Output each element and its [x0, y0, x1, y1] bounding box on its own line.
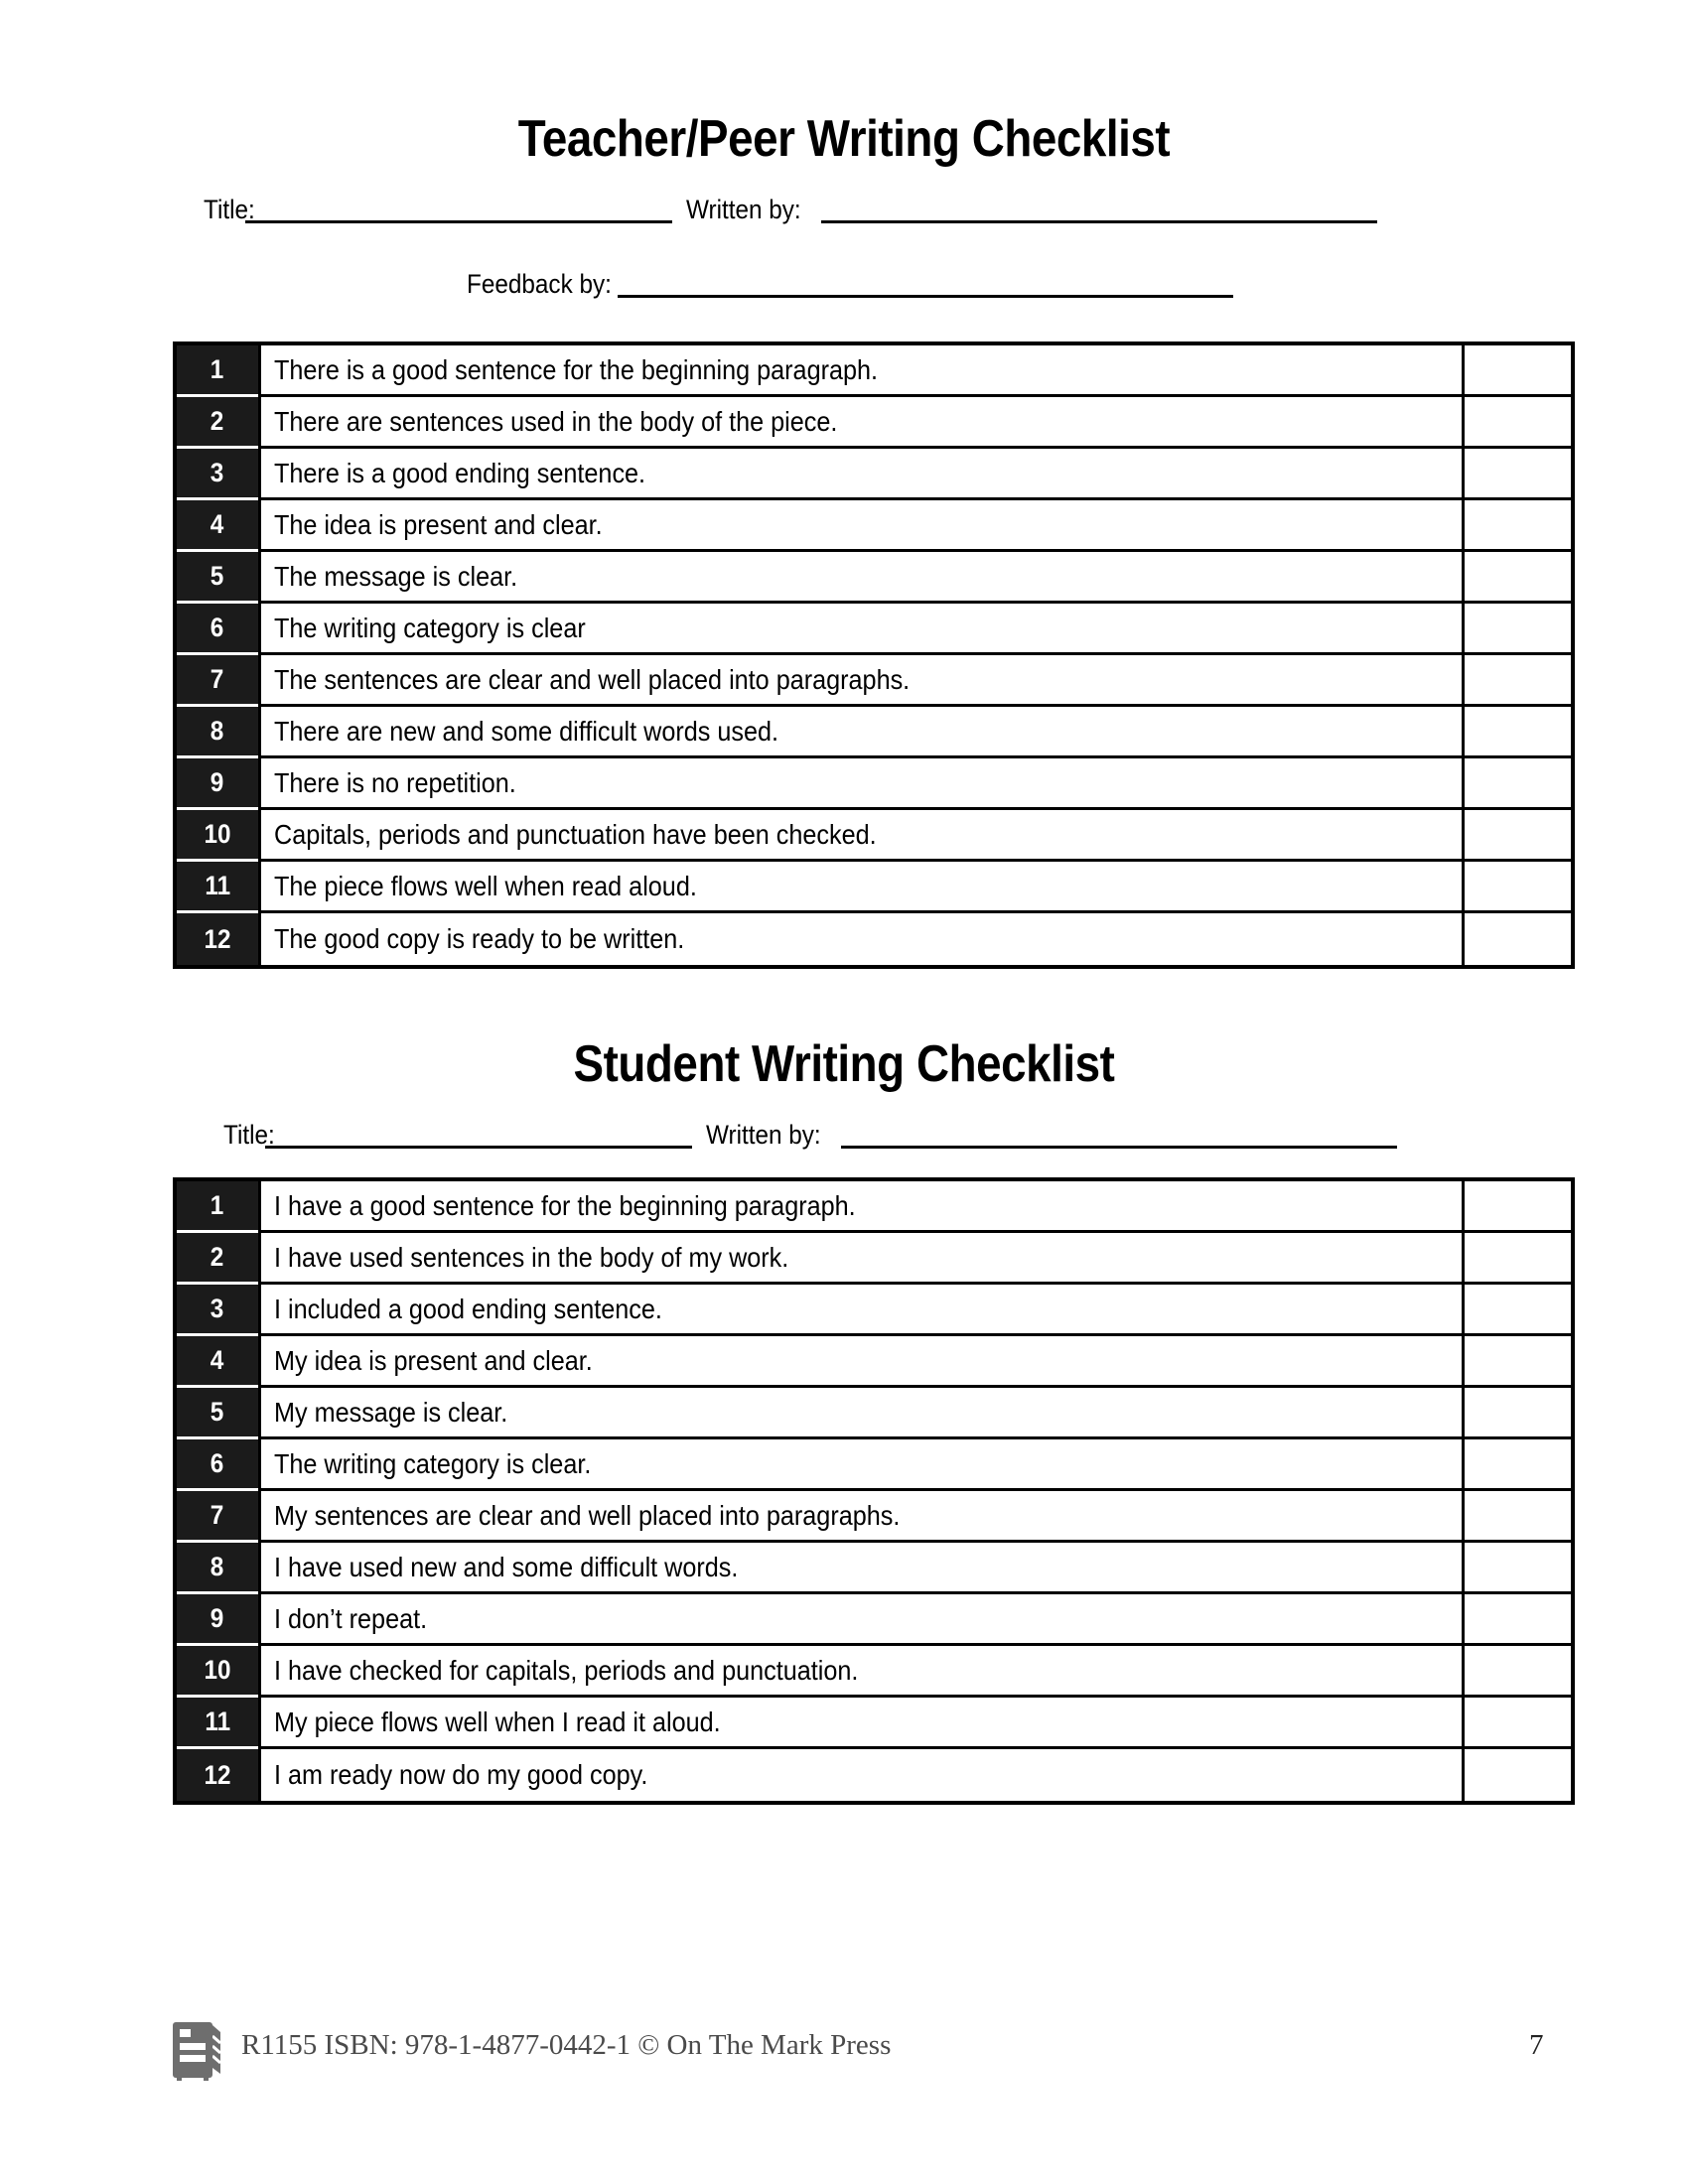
teacher-feedback-field-row: [467, 271, 1233, 300]
row-statement-cell: [258, 1749, 1462, 1801]
row-statement-cell: [258, 1336, 1462, 1385]
row-number-cell: [177, 1543, 258, 1594]
page-title-student-checklist: Student Writing Checklist: [573, 1035, 1115, 1093]
student-checklist-table: [173, 1177, 1575, 1805]
teacher-checklist-table: [173, 341, 1575, 969]
row-statement-label: There is a good sentence for the beginning paragraph.: [274, 353, 879, 385]
row-statement-cell: [258, 1181, 1462, 1230]
row-check-cell[interactable]: [1462, 552, 1571, 601]
row-check-cell[interactable]: [1462, 1439, 1571, 1488]
row-statement-cell: [258, 1233, 1462, 1282]
row-check-cell[interactable]: [1462, 913, 1571, 965]
row-number-cell: [177, 913, 258, 965]
student-title-author-field-row: [223, 1122, 1397, 1151]
title-field-input[interactable]: [245, 220, 672, 223]
table-row: [177, 449, 1571, 500]
table-row: [177, 1233, 1571, 1285]
row-statement-label: Capitals, periods and punctuation have been checked.: [274, 818, 877, 850]
row-statement-label: I have a good sentence for the beginning paragraph.: [274, 1189, 856, 1221]
table-row: [177, 1646, 1571, 1698]
row-statement-cell: [258, 604, 1462, 652]
row-check-cell[interactable]: [1462, 1543, 1571, 1591]
row-number-cell: [177, 1285, 258, 1336]
row-statement-label: I have used sentences in the body of my work.: [274, 1241, 789, 1273]
table-row: [177, 1388, 1571, 1439]
row-number-cell: [177, 1388, 258, 1439]
table-row: [177, 862, 1571, 913]
row-number-label: 5: [211, 1397, 224, 1427]
row-number-cell: [177, 1594, 258, 1646]
row-number-label: 5: [211, 561, 224, 591]
row-number-cell: [177, 1181, 258, 1233]
row-number-cell: [177, 1646, 258, 1698]
table-row: [177, 1594, 1571, 1646]
row-check-cell[interactable]: [1462, 1594, 1571, 1643]
row-check-cell[interactable]: [1462, 449, 1571, 497]
written-by-field-input[interactable]: [841, 1146, 1397, 1149]
row-check-cell[interactable]: [1462, 1285, 1571, 1333]
row-number-label: 6: [211, 1448, 224, 1478]
row-statement-label: My message is clear.: [274, 1396, 508, 1428]
table-row: [177, 1181, 1571, 1233]
row-statement-cell: [258, 449, 1462, 497]
row-statement-label: There are sentences used in the body of the piece.: [274, 405, 838, 437]
row-number-cell: [177, 1491, 258, 1543]
table-row: [177, 1336, 1571, 1388]
row-check-cell[interactable]: [1462, 1491, 1571, 1540]
table-row: [177, 1749, 1571, 1801]
written-by-field-label: Written by:: [705, 1120, 821, 1150]
row-number-cell: [177, 397, 258, 449]
row-number-cell: [177, 1698, 258, 1749]
row-number-label: 1: [211, 1190, 224, 1220]
row-statement-label: My idea is present and clear.: [274, 1344, 593, 1376]
title-field-input[interactable]: [265, 1146, 692, 1149]
row-number-label: 4: [211, 1345, 224, 1375]
row-check-cell[interactable]: [1462, 397, 1571, 446]
row-number-label: 12: [204, 1759, 231, 1790]
page-footer: [0, 2007, 1688, 2097]
row-number-label: 4: [211, 509, 224, 539]
table-row: [177, 1439, 1571, 1491]
row-check-cell[interactable]: [1462, 862, 1571, 910]
row-statement-cell: [258, 1285, 1462, 1333]
row-statement-label: I don’t repeat.: [274, 1602, 428, 1634]
row-statement-cell: [258, 1594, 1462, 1643]
row-number-label: 9: [211, 1603, 224, 1633]
row-number-cell: [177, 862, 258, 913]
page-number: 7: [1529, 2029, 1544, 2061]
row-statement-label: There is no repetition.: [274, 766, 516, 798]
row-number-label: 10: [204, 1655, 231, 1685]
title-field-label: Title:: [204, 195, 255, 224]
row-number-cell: [177, 345, 258, 397]
book-stack-icon: [169, 2019, 226, 2083]
row-statement-cell: [258, 655, 1462, 704]
table-row: [177, 1698, 1571, 1749]
row-number-cell: [177, 707, 258, 758]
row-number-cell: [177, 449, 258, 500]
row-number-cell: [177, 758, 258, 810]
row-number-label: 11: [205, 871, 230, 900]
row-number-label: 11: [205, 1706, 230, 1736]
feedback-by-field-input[interactable]: [618, 295, 1233, 298]
row-number-cell: [177, 604, 258, 655]
row-statement-label: There are new and some difficult words used.: [274, 715, 779, 747]
row-statement-cell: [258, 810, 1462, 859]
table-row: [177, 1491, 1571, 1543]
row-check-cell[interactable]: [1462, 707, 1571, 755]
row-statement-label: I have used new and some difficult words.: [274, 1551, 739, 1582]
row-number-cell: [177, 552, 258, 604]
table-row: [177, 604, 1571, 655]
copyright-credit: R1155 ISBN: 978-1-4877-0442-1 © On The Mark Press: [241, 2029, 892, 2061]
row-check-cell[interactable]: [1462, 604, 1571, 652]
feedback-by-field-label: Feedback by:: [467, 269, 612, 299]
row-check-cell[interactable]: [1462, 345, 1571, 394]
row-number-label: 3: [211, 458, 224, 487]
row-number-cell: [177, 810, 258, 862]
row-statement-label: I included a good ending sentence.: [274, 1293, 662, 1324]
table-row: [177, 655, 1571, 707]
row-statement-label: The writing category is clear.: [274, 1447, 592, 1479]
row-check-cell[interactable]: [1462, 1646, 1571, 1695]
row-statement-label: The idea is present and clear.: [274, 508, 603, 540]
row-check-cell[interactable]: [1462, 1336, 1571, 1385]
row-number-label: 10: [204, 819, 231, 849]
row-statement-cell: [258, 552, 1462, 601]
title-field-label: Title:: [223, 1120, 275, 1150]
table-row: [177, 758, 1571, 810]
row-number-label: 8: [211, 1552, 224, 1581]
row-statement-cell: [258, 345, 1462, 394]
row-check-cell[interactable]: [1462, 655, 1571, 704]
table-row: [177, 500, 1571, 552]
row-number-cell: [177, 1336, 258, 1388]
table-row: [177, 707, 1571, 758]
row-statement-label: My sentences are clear and well placed into paragraphs.: [274, 1499, 901, 1531]
table-row: [177, 397, 1571, 449]
row-number-label: 12: [204, 923, 231, 954]
row-number-label: 7: [211, 664, 224, 694]
row-statement-label: I have checked for capitals, periods and punctuation.: [274, 1654, 859, 1686]
row-number-cell: [177, 1233, 258, 1285]
row-statement-cell: [258, 707, 1462, 755]
row-number-label: 3: [211, 1294, 224, 1323]
row-number-cell: [177, 655, 258, 707]
table-row: [177, 1285, 1571, 1336]
row-number-label: 8: [211, 716, 224, 746]
row-statement-cell: [258, 1543, 1462, 1591]
table-row: [177, 1543, 1571, 1594]
row-number-label: 6: [211, 613, 224, 642]
row-statement-cell: [258, 1491, 1462, 1540]
row-statement-label: The good copy is ready to be written.: [274, 923, 685, 954]
row-check-cell[interactable]: [1462, 1749, 1571, 1801]
row-check-cell[interactable]: [1462, 1388, 1571, 1436]
row-number-label: 1: [211, 354, 224, 384]
table-row: [177, 810, 1571, 862]
page-title-teacher-checklist: Teacher/Peer Writing Checklist: [517, 110, 1171, 168]
row-number-label: 7: [211, 1500, 224, 1530]
row-check-cell[interactable]: [1462, 758, 1571, 807]
row-statement-label: My piece flows well when I read it aloud.: [274, 1706, 721, 1737]
row-number-cell: [177, 500, 258, 552]
row-statement-label: I am ready now do my good copy.: [274, 1759, 648, 1790]
row-statement-label: There is a good ending sentence.: [274, 457, 646, 488]
row-number-cell: [177, 1439, 258, 1491]
row-statement-cell: [258, 1646, 1462, 1695]
table-row: [177, 913, 1571, 965]
row-number-label: 2: [211, 406, 224, 436]
row-statement-cell: [258, 913, 1462, 965]
row-check-cell[interactable]: [1462, 500, 1571, 549]
table-row: [177, 345, 1571, 397]
teacher-title-author-field-row: [204, 197, 1377, 225]
row-statement-label: The message is clear.: [274, 560, 518, 592]
row-statement-label: The writing category is clear: [274, 612, 586, 643]
row-check-cell[interactable]: [1462, 1233, 1571, 1282]
row-statement-cell: [258, 397, 1462, 446]
row-statement-cell: [258, 1439, 1462, 1488]
row-check-cell[interactable]: [1462, 810, 1571, 859]
written-by-field-label: Written by:: [685, 195, 801, 224]
table-row: [177, 552, 1571, 604]
written-by-field-input[interactable]: [821, 220, 1377, 223]
row-statement-cell: [258, 758, 1462, 807]
row-statement-cell: [258, 1698, 1462, 1746]
row-check-cell[interactable]: [1462, 1698, 1571, 1746]
row-statement-label: The piece flows well when read aloud.: [274, 870, 697, 901]
row-statement-cell: [258, 500, 1462, 549]
row-statement-label: The sentences are clear and well placed into paragraphs.: [274, 663, 911, 695]
row-statement-cell: [258, 1388, 1462, 1436]
row-statement-cell: [258, 862, 1462, 910]
row-number-cell: [177, 1749, 258, 1801]
row-check-cell[interactable]: [1462, 1181, 1571, 1230]
row-number-label: 9: [211, 767, 224, 797]
row-number-label: 2: [211, 1242, 224, 1272]
